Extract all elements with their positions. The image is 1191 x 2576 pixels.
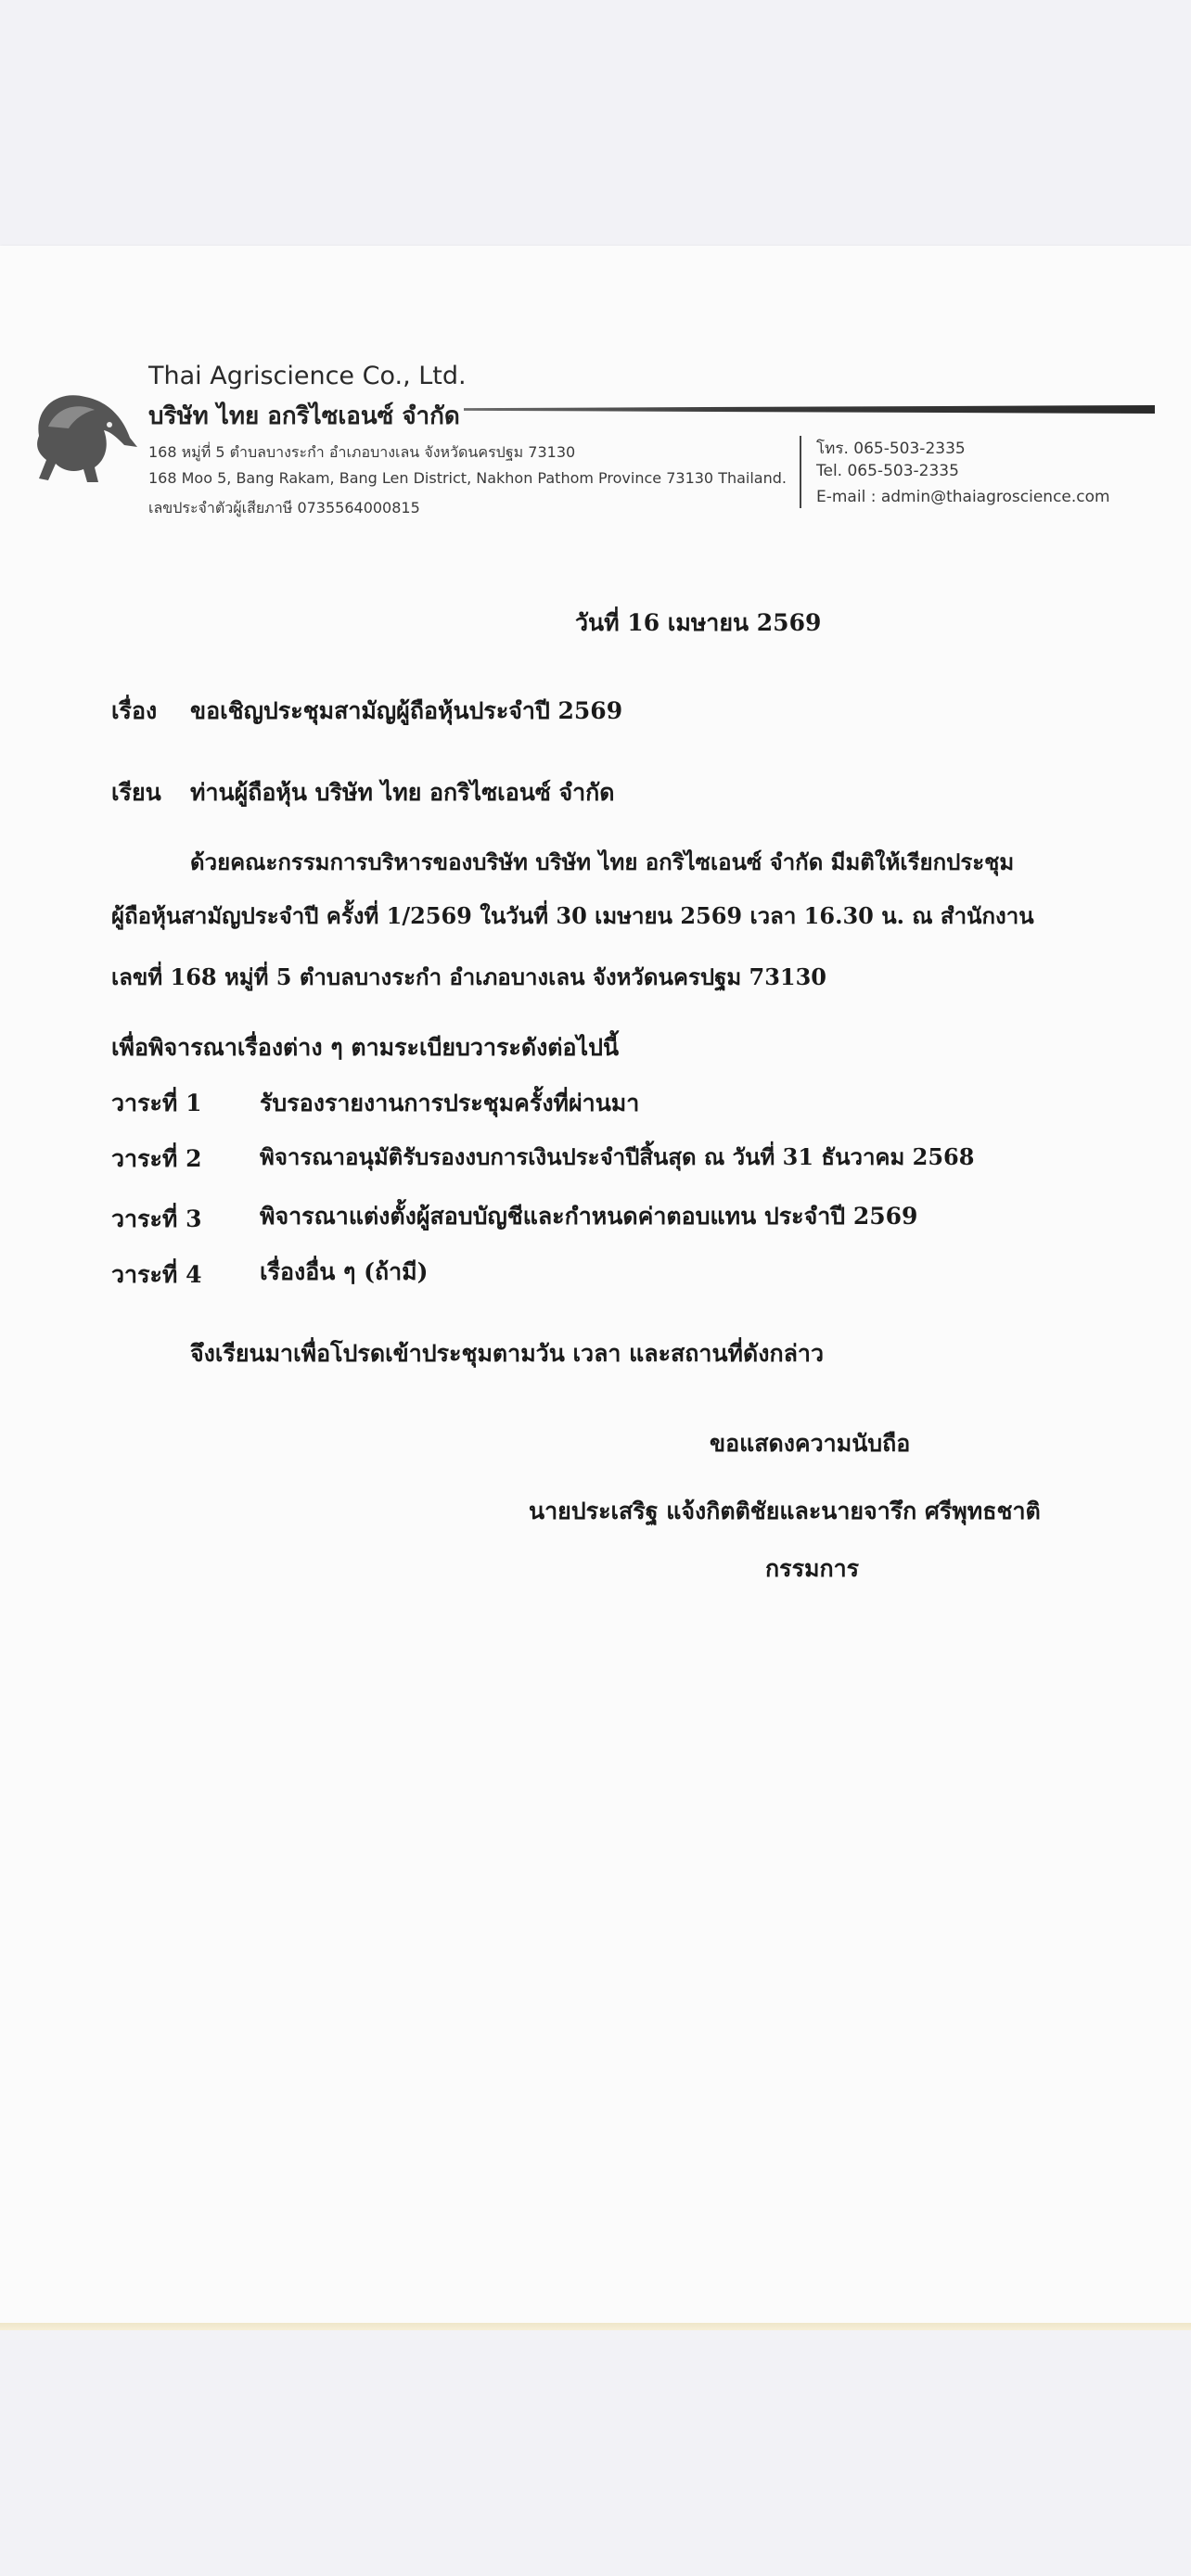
closing-line: จึงเรียนมาเพื่อโปรดเข้าประชุมตามวัน เวลา และสถานที่ดังกล่าว	[190, 1340, 824, 1367]
address-th: 168 หมู่ที่ 5 ตำบลบางระกำ อำเภอบางเลน จังหวัดนครปฐม 73130	[148, 443, 576, 461]
address-en: 168 Moo 5, Bang Rakam, Bang Len District, Nakhon Pathom Province 73130 Thailand.	[148, 469, 787, 487]
agenda-item-4: เรื่องอื่น ๆ (ถ้ามี)	[260, 1258, 429, 1285]
tax-id: เลขประจำตัวผู้เสียภาษี 0735564000815	[148, 499, 420, 516]
recipient-label: เรียน	[111, 779, 161, 806]
regards: ขอแสดงความนับถือ	[710, 1430, 911, 1457]
phone-th: โทร. 065-503-2335	[816, 440, 966, 458]
subject-text: ขอเชิญประชุมสามัญผู้ถือหุ้นประจำปี 2569	[190, 697, 623, 724]
phone-en: Tel. 065-503-2335	[816, 462, 959, 480]
agenda-label-1: วาระที่ 1	[111, 1090, 202, 1116]
email: E-mail : admin@thaiagroscience.com	[816, 488, 1110, 506]
agenda-label-2: วาระที่ 2	[111, 1145, 202, 1172]
body-line-3: เลขที่ 168 หมู่ที่ 5 ตำบลบางระกำ อำเภอบางเลน จังหวัดนครปฐม 73130	[111, 963, 826, 990]
subject-label: เรื่อง	[111, 697, 158, 724]
signatories: นายประเสริฐ แจ้งกิตติชัยและนายจารึก ศรีพุทธชาติ	[529, 1498, 1041, 1524]
agenda-item-1: รับรองรายงานการประชุมครั้งที่ผ่านมา	[260, 1090, 640, 1116]
header-divider	[800, 436, 801, 508]
paper-edge	[0, 2323, 1191, 2330]
agenda-label-3: วาระที่ 3	[111, 1205, 202, 1232]
company-name-th: บริษัท ไทย อกริไซเอนซ์ จำกัด	[148, 402, 460, 430]
signatory-position: กรรมการ	[765, 1555, 860, 1582]
agenda-item-3: พิจารณาแต่งตั้งผู้สอบบัญชีและกำหนดค่าตอบแทน ประจำปี 2569	[260, 1203, 918, 1230]
body-line-1: ด้วยคณะกรรมการบริหารของบริษัท บริษัท ไทย อกริไซเอนซ์ จำกัด มีมติให้เรียกประชุม	[190, 848, 1015, 875]
logo-lettering	[33, 469, 117, 495]
body-line-2: ผู้ถือหุ้นสามัญประจำปี ครั้งที่ 1/2569 ในวันที่ 30 เมษายน 2569 เวลา 16.30 น. ณ สำนักงาน	[111, 902, 1034, 929]
agenda-label-4: วาระที่ 4	[111, 1261, 202, 1288]
recipient-text: ท่านผู้ถือหุ้น บริษัท ไทย อกริไซเอนซ์ จำกัด	[190, 779, 615, 806]
agenda-intro: เพื่อพิจารณาเรื่องต่าง ๆ ตามระเบียบวาระดังต่อไปนี้	[111, 1034, 620, 1061]
agenda-item-2: พิจารณาอนุมัติรับรองงบการเงินประจำปีสิ้นสุด ณ วันที่ 31 ธันวาคม 2568	[260, 1143, 975, 1170]
company-name-en: Thai Agriscience Co., Ltd.	[148, 362, 467, 390]
letter-date: วันที่ 16 เมษายน 2569	[575, 609, 822, 636]
